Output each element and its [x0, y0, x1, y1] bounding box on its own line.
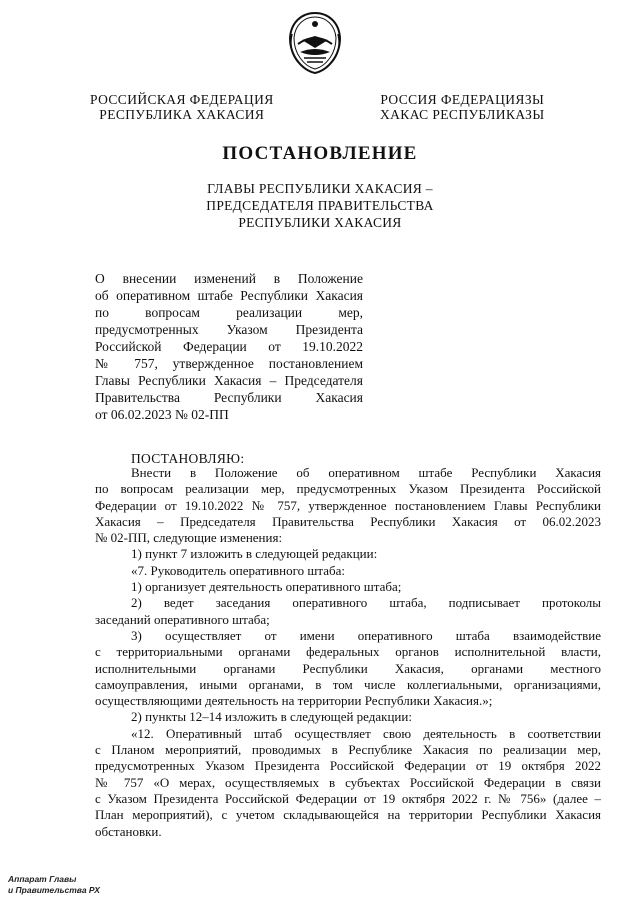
body-line: по вопросам реализации мер, предусмотренных Указом Президента Российской [95, 481, 601, 497]
about-line: Российской Федерации от 19.10.2022 [95, 339, 363, 354]
about-line: № 757, утвержденное постановлением [95, 356, 363, 371]
office-stamp [8, 874, 100, 896]
body-line: 2) ведет заседания оперативного штаба, подписывает протоколы [131, 595, 601, 611]
subtitle-line: РЕСПУБЛИКИ ХАКАСИЯ [238, 215, 402, 230]
body-line: 1) организует деятельность оперативного штаба; [131, 579, 402, 595]
header-right-line: РОССИЯ ФЕДЕРАЦИЯЗЫ [380, 92, 545, 107]
subtitle-line: ПРЕДСЕДАТЕЛЯ ПРАВИТЕЛЬСТВА [206, 198, 434, 213]
stamp-line: и Правительства РХ [8, 885, 100, 895]
coat-of-arms-icon [284, 10, 346, 76]
body-line: «12. Оперативный штаб осуществляет свою деятельность в соответствии [131, 725, 601, 741]
body-line: с территориальными органами федеральных органов исполнительной власти, [95, 644, 601, 660]
body-line: Хакасия – Председателя Правительства Республики Хакасия от 06.02.2023 [95, 513, 601, 529]
about-line: предусмотренных Указом Президента [95, 322, 363, 337]
document-title: ПОСТАНОВЛЕНИЕ [222, 143, 418, 164]
body-line: с Планом мероприятий, проводимых в Республике Хакасия по реализации мер, [95, 742, 601, 758]
body-line: № 757 «О мерах, осуществляемых в субъектах Российской Федерации в связи [95, 774, 601, 790]
decree-word: ПОСТАНОВЛЯЮ: [131, 451, 245, 466]
subtitle-line: ГЛАВЫ РЕСПУБЛИКИ ХАКАСИЯ – [207, 181, 433, 196]
body-line: заседаний оперативного штаба; [95, 611, 270, 627]
body-line: исполнительными органами Республики Хакасия, органами местного [95, 660, 601, 676]
body-line: предусмотренных Указом Президента Российской Федерации от 19 октября 2022 [95, 758, 601, 774]
body-line: «7. Руководитель оперативного штаба: [131, 562, 346, 578]
body-line: обстановки. [95, 823, 162, 839]
body-line: самоуправления, иными органами, в том числе коллегиальными, организациями, [95, 676, 601, 692]
body-line: 3) осуществляет от имени оперативного штаба взаимодействие [131, 627, 601, 643]
body-line: Федерации от 19.10.2022 № 757, утвержденное постановлением Главы Республики [95, 497, 601, 513]
document-body [95, 465, 601, 840]
about-line: О внесении изменений в Положение [95, 271, 363, 286]
header-left-line: РЕСПУБЛИКА ХАКАСИЯ [99, 107, 265, 122]
about-line: об оперативном штабе Республики Хакасия [95, 288, 363, 303]
header-right [380, 92, 545, 122]
body-line: с Указом Президента Российской Федерации от 19 октября 2022 г. № 756» (далее – [95, 790, 601, 806]
about-block [95, 270, 363, 423]
body-line: осуществляющими деятельность на территории Республики Хакасия.»; [95, 693, 493, 709]
about-line: Главы Республики Хакасия – Председателя [95, 373, 363, 388]
header-right-line: ХАКАС РЕСПУБЛИКАЗЫ [380, 107, 545, 122]
about-line: от 06.02.2023 № 02-ПП [95, 407, 229, 422]
body-line: 2) пункты 12–14 изложить в следующей редакции: [131, 709, 412, 725]
about-line: по вопросам реализации мер, [95, 305, 363, 320]
about-line: Правительства Республики Хакасия [95, 390, 363, 405]
body-line: План мероприятий), с учетом складывающейся на территории Республики Хакасия [95, 807, 601, 823]
stamp-line: Аппарат Главы [8, 874, 77, 884]
body-line: № 02-ПП, следующие изменения: [95, 530, 283, 546]
header-left-line: РОССИЙСКАЯ ФЕДЕРАЦИЯ [90, 92, 274, 107]
document-subtitle [0, 180, 640, 231]
body-line: 1) пункт 7 изложить в следующей редакции: [131, 546, 378, 562]
header-left [90, 92, 274, 122]
body-line: Внести в Положение об оперативном штабе Республики Хакасия [131, 465, 601, 480]
